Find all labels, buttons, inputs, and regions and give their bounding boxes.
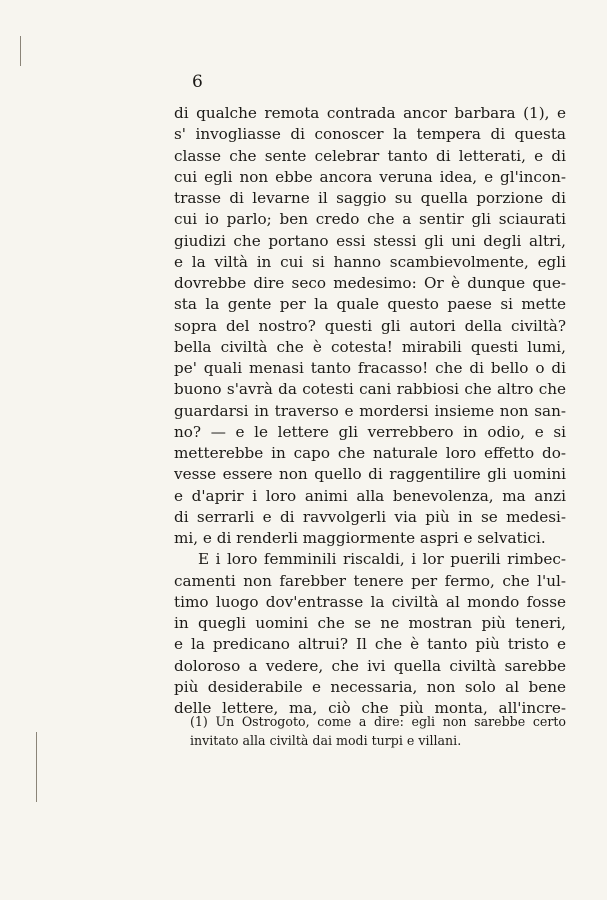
text-line: E i loro femminili riscaldi, i lor puerili rimbec-: [198, 550, 566, 569]
text-line: bella civiltà che è cotesta! mirabili questi lumi,: [174, 337, 566, 356]
text-line: sopra del nostro? questi gli autori della civiltà?: [174, 316, 566, 335]
text-line: doloroso a vedere, che ivi quella civiltà sarebbe: [174, 656, 566, 675]
text-line: di qualche remota contrada ancor barbara (1), e: [174, 104, 566, 122]
paragraph-2: [174, 549, 566, 719]
text-line: mi, e di renderli maggiormente aspri e selvatici.: [174, 529, 546, 547]
text-line: guardarsi in traverso e mordersi insieme non san-: [174, 401, 566, 420]
text-line: metterebbe in capo che naturale loro effetto do-: [174, 444, 566, 462]
text-line: classe che sente celebrar tanto di letterati, e di: [174, 146, 566, 165]
margin-mark-bottom: [36, 732, 37, 802]
text-line: giudizi che portano essi stessi gli uni degli altri,: [174, 231, 566, 250]
margin-mark-top: [20, 36, 21, 66]
footnote: [190, 712, 566, 750]
text-line: camenti non farebber tenere per fermo, che l'ul-: [174, 571, 566, 590]
text-line: sta la gente per la quale questo paese si mette: [174, 295, 566, 314]
text-line: in quegli uomini che se ne mostran più teneri,: [174, 614, 566, 632]
text-line: cui io parlo; ben credo che a sentir gli sciaurati: [174, 210, 566, 229]
body-text: [174, 103, 566, 719]
text-line: pe' quali menasi tanto fracasso! che di bello o di: [174, 359, 566, 377]
text-line: delle lettere, ma, ciò che più monta, all'incre-: [174, 699, 566, 717]
page-number: 6: [192, 72, 203, 92]
text-line: dovrebbe dire seco medesimo: Or è dunque que-: [174, 274, 566, 292]
footnote-line: invitato alla civiltà dai modi turpi e villani.: [190, 733, 462, 748]
text-line: più desiderabile e necessaria, non solo al bene: [174, 677, 566, 696]
text-line: di serrarli e di ravvolgerli via più in se medesi-: [174, 507, 566, 526]
text-line: cui egli non ebbe ancora veruna idea, e gl'incon-: [174, 167, 566, 186]
text-line: trasse di levarne il saggio su quella porzione di: [174, 189, 566, 207]
paragraph-1: [174, 103, 566, 549]
text-line: s' invogliasse di conoscer la tempera di questa: [174, 125, 566, 144]
text-line: buono s'avrà da cotesti cani rabbiosi che altro che: [174, 380, 566, 399]
text-line: e d'aprir i loro animi alla benevolenza, ma anzi: [174, 486, 566, 505]
text-line: timo luogo dov'entrasse la civiltà al mondo fosse: [174, 592, 566, 611]
text-line: vesse essere non quello di raggentilire gli uomini: [174, 465, 566, 484]
text-line: no? — e le lettere gli verrebbero in odio, e si: [174, 422, 566, 441]
footnote-line: (1) Un Ostrogoto, come a dire: egli non sarebbe certo: [190, 714, 566, 729]
text-line: e la predicano altrui? Il che è tanto più tristo e: [174, 635, 566, 654]
text-line: e la viltà in cui si hanno scambievolmente, egli: [174, 252, 566, 271]
